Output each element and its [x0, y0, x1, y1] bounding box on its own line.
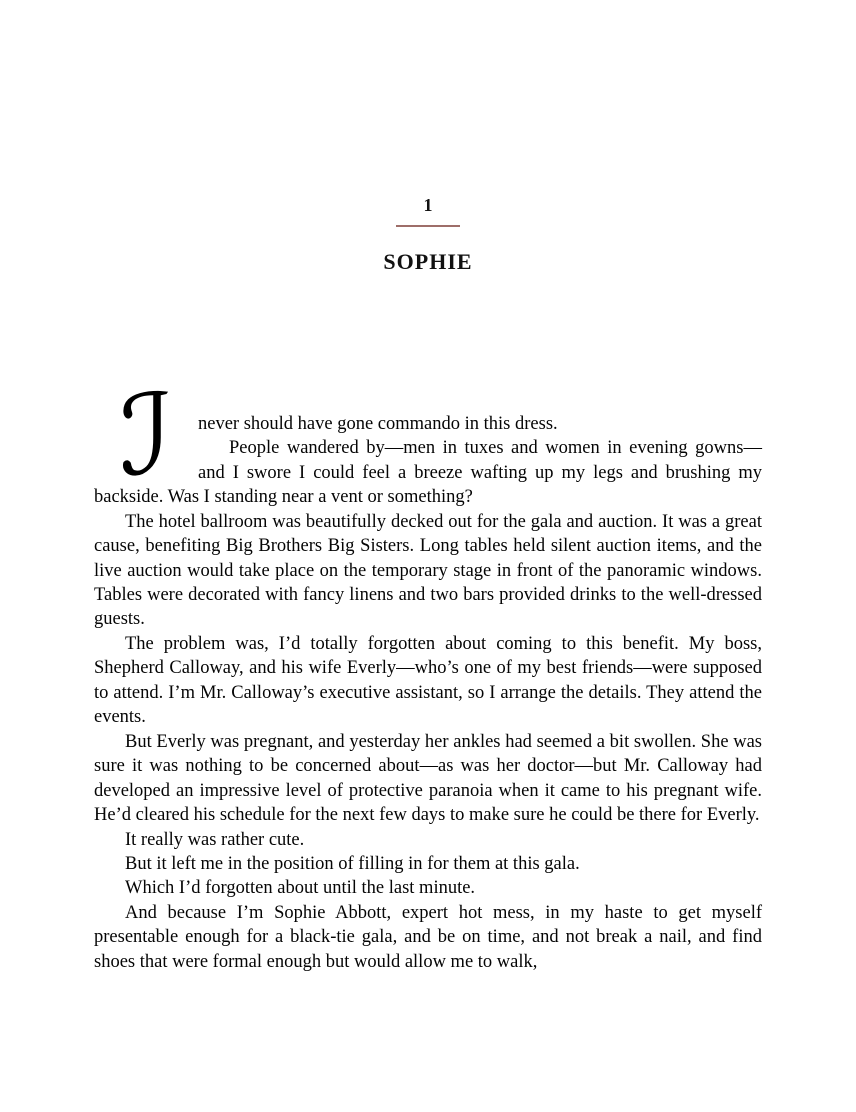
paragraph: The problem was, I’d totally forgotten about coming to this benefit. My boss, Shepherd Calloway, and his wife Everly—who’s one of my best friends—were supposed to attend. I’m Mr. Calloway’s executive assistant, so I arrange the details. They attend the events. [94, 633, 762, 728]
paragraph: People wandered by—men in tuxes and women in evening gowns—and I swore I could feel a breeze wafting up my legs and brushing my backside. Was I standing near a vent or something? [94, 438, 762, 508]
body-text [94, 370, 762, 974]
chapter-header [94, 0, 762, 275]
chapter-title: SOPHIE [383, 248, 473, 274]
paragraph: Which I’d forgotten about until the last minute. [125, 878, 476, 899]
drop-cap: ℐ [119, 370, 173, 501]
paragraph: The hotel ballroom was beautifully decked out for the gala and auction. It was a great cause, benefiting Big Brothers Big Sisters. Long tables held silent auction items, and the live auction would take place on the temporary stage in front of the panoramic windows. Tables were decorated with fancy linens and two bars provided drinks to the well-dressed guests. [94, 511, 762, 630]
chapter-rule [396, 225, 460, 227]
paragraph: never should have gone commando in this dress. [198, 413, 558, 434]
paragraph: It really was rather cute. [125, 829, 305, 850]
paragraph: But Everly was pregnant, and yesterday her ankles had seemed a bit swollen. She was sure it was nothing to be concerned about—as was her doctor—but Mr. Calloway had developed an impressive level of protective paranoia when it came to his pregnant wife. He’d cleared his schedule for the next few days to make sure he could be there for Everly. [94, 731, 762, 826]
paragraph: And because I’m Sophie Abbott, expert hot mess, in my haste to get myself presentable enough for a black-tie gala, and be on time, and not break a nail, and find shoes that were formal enough but would allow me to walk, [94, 902, 762, 972]
paragraph: But it left me in the position of filling in for them at this gala. [125, 853, 580, 874]
chapter-number: 1 [423, 195, 433, 215]
